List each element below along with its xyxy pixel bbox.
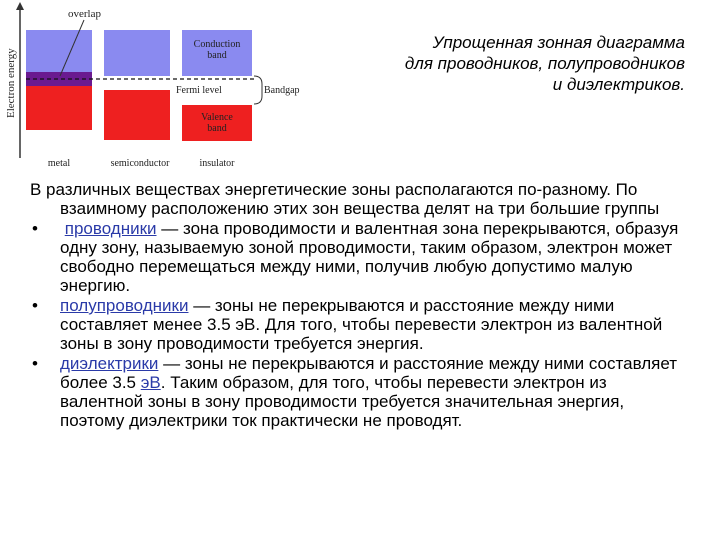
dielectrics-description-b: . Таким образом, для того, чтобы перевести электрон из валентной зоны в зону проводимости требуется значительная энергия, поэтому диэлектрики ток практически не проводят. [60, 373, 625, 430]
valence-band-label-2: band [207, 123, 227, 134]
diagram-caption [330, 32, 685, 95]
conductors-description: — зона проводимости и валентная зона перекрываются, образуя одну зону, называемую зоной проводимости, таким образом, электрон может свободно перемещаться между ними, получив любую допустимо малую энергию. [60, 219, 679, 295]
bullet: • [32, 296, 38, 315]
semiconductor-conduction-band [104, 30, 170, 76]
category-label-semiconductor: semiconductor [110, 158, 170, 169]
metal-valence-band [26, 86, 92, 130]
link-electronvolt[interactable]: эВ [140, 373, 161, 392]
link-semiconductors[interactable]: полупроводники [60, 296, 189, 315]
category-label-metal: metal [47, 158, 71, 169]
overlap-label: overlap [68, 8, 101, 20]
dielectrics-description-a: — зоны не перекрываются и расстояние между ними составляет более 3.5 [60, 354, 678, 392]
intro-paragraph: В различных веществах энергетические зоны располагаются по-разному. По взаимному расположению этих зон вещества делят на три большие группы [30, 180, 660, 218]
link-conductors[interactable]: проводники [64, 219, 157, 238]
fermi-level-label: Fermi level [176, 85, 222, 96]
metal-conduction-band [26, 30, 92, 72]
bullet: • [32, 354, 38, 373]
caption-line: для проводников, полупроводников [404, 54, 685, 73]
list-item-dielectrics [30, 354, 690, 430]
main-text [30, 180, 690, 430]
list-item-conductors [30, 219, 690, 295]
valence-band-label-1: Valence [201, 112, 233, 123]
semiconductor-valence-band [104, 90, 170, 140]
conduction-band-label-1: Conduction [193, 39, 241, 50]
caption-line: Упрощенная зонная диаграмма [432, 33, 685, 52]
band-diagram [0, 0, 330, 175]
caption-line: и диэлектриков. [552, 75, 685, 94]
conduction-band-label-2: band [207, 50, 227, 61]
link-dielectrics[interactable]: диэлектрики [60, 354, 159, 373]
category-label-insulator: insulator [199, 158, 235, 169]
list-item-semiconductors [30, 296, 690, 353]
bandgap-bracket [254, 76, 262, 104]
energy-axis-label: Electron energy [5, 48, 17, 118]
semiconductors-description: — зоны не перекрываются и расстояние между ними составляет менее 3.5 эВ. Для того, чтобы перевести электрон из валентной зоны в зону проводимости требуется энергия. [60, 296, 663, 353]
bandgap-label: Bandgap [264, 85, 300, 96]
energy-axis-arrow [16, 2, 24, 10]
material-groups-list [30, 219, 690, 430]
bullet: • [32, 219, 38, 238]
